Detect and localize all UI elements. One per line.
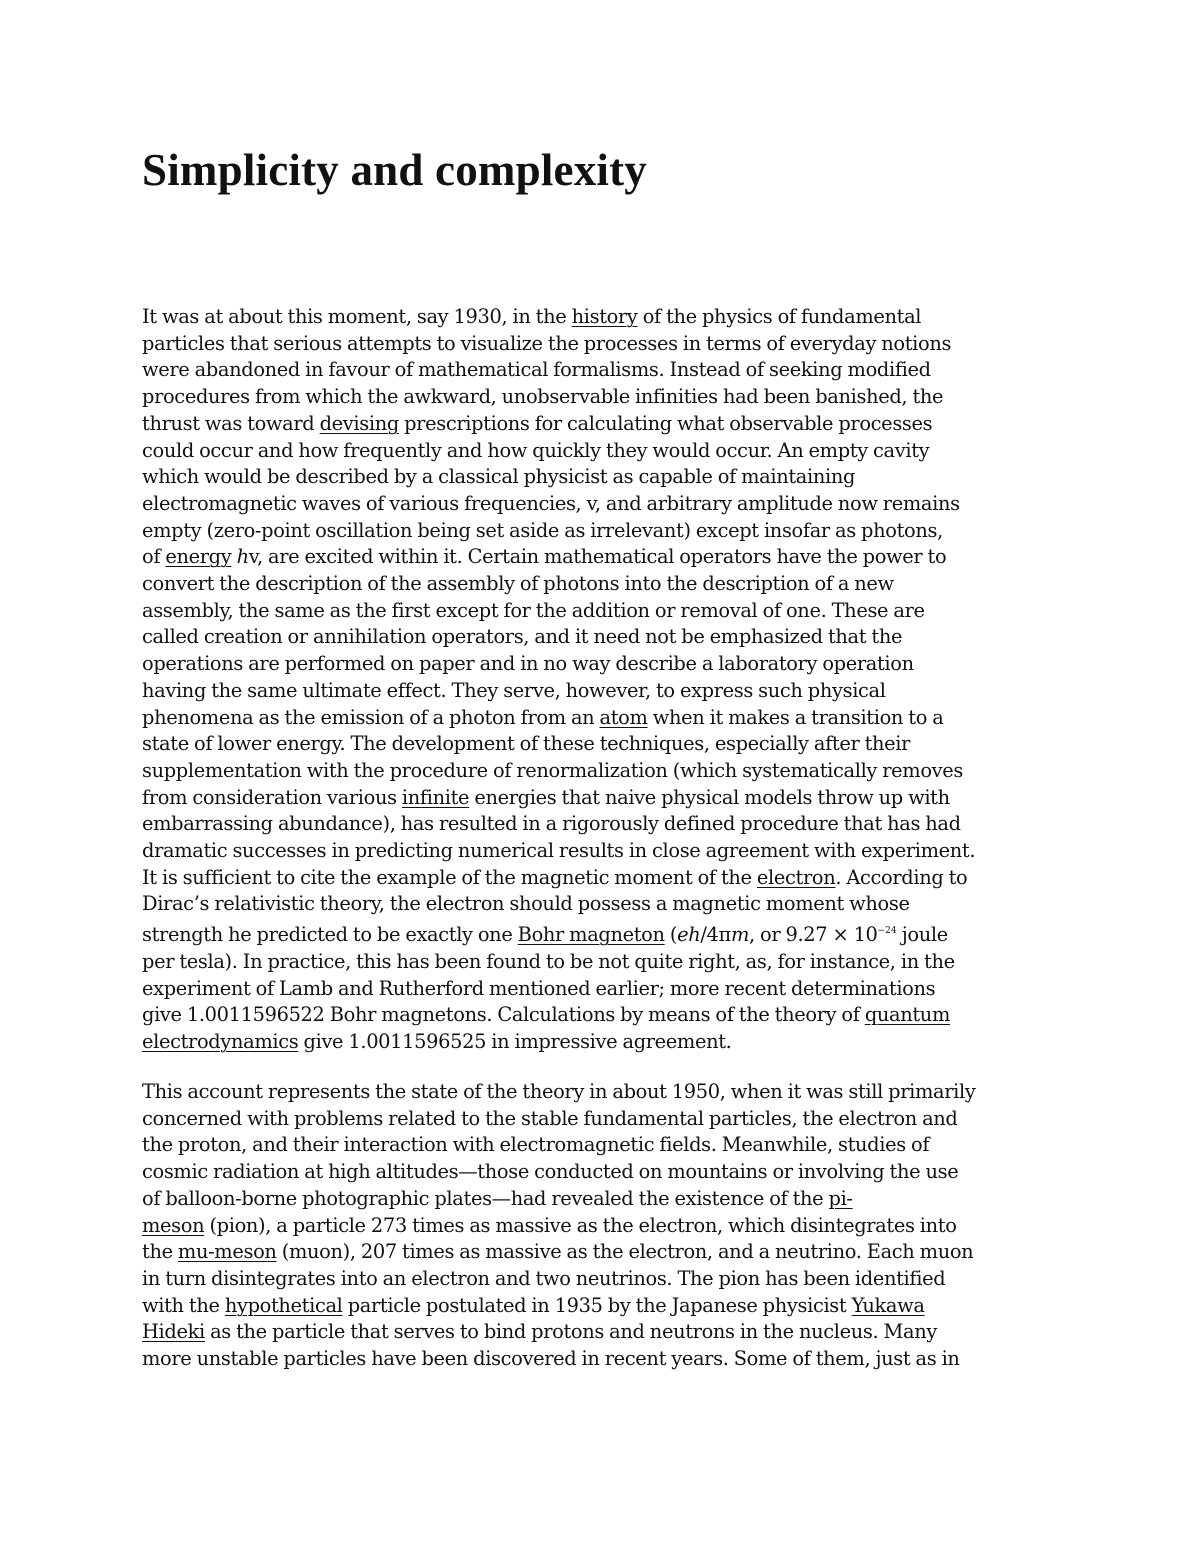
text-run: of <box>142 545 166 569</box>
text-run: joule <box>896 923 948 947</box>
italic-symbol: h <box>236 545 249 569</box>
text-run: , or 9.27 × 10 <box>748 923 878 947</box>
text-line: dramatic successes in predicting numerical results in close agreement with experiment. <box>142 839 976 863</box>
link-hypothetical[interactable]: hypothetical <box>224 1293 343 1317</box>
text-line: This account represents the state of the theory in about 1950, when it was still primarily <box>142 1080 976 1103</box>
italic-symbol: m <box>730 923 749 947</box>
paragraph-1 <box>142 304 975 1056</box>
text-line <box>142 1293 976 1320</box>
text-line: experiment of Lamb and Rutherford mentioned earlier; more recent determinations <box>142 976 936 1000</box>
text-run: /4π <box>700 923 731 947</box>
text-line <box>142 411 975 438</box>
text-line <box>142 1319 976 1346</box>
link-quantum-electrodynamics[interactable]: quantum <box>864 1003 950 1027</box>
link-electron[interactable]: electron <box>756 865 836 889</box>
link-pi-meson[interactable]: meson <box>142 1213 205 1237</box>
link-atom[interactable]: atom <box>599 705 648 729</box>
text-line: Dirac’s relativistic theory, the electron should possess a magnetic moment whose <box>142 892 910 916</box>
italic-symbol: eh <box>677 923 701 947</box>
text-run: give 1.0011596522 Bohr magnetons. Calculations by means of the theory of <box>142 1003 865 1027</box>
text-run: (pion), a particle 273 times as massive as the electron, which disintegrates into <box>204 1213 957 1237</box>
text-line <box>142 1239 976 1266</box>
text-line <box>142 1213 976 1240</box>
text-line: concerned with problems related to the stable fundamental particles, the electron and <box>142 1106 958 1130</box>
text-line: particles that serious attempts to visualize the processes in terms of everyday notions <box>142 331 952 355</box>
paragraph-2 <box>142 1079 976 1373</box>
text-run: prescriptions for calculating what observable processes <box>398 411 933 435</box>
text-line <box>142 304 975 331</box>
text-line: supplementation with the procedure of renormalization (which systematically removes <box>142 758 963 782</box>
text-run: ( <box>664 923 678 947</box>
text-run: the <box>142 1240 178 1264</box>
text-line: in turn disintegrates into an electron and two neutrinos. The pion has been identified <box>142 1266 946 1290</box>
text-run: thrust was toward <box>142 411 320 435</box>
link-mu-meson[interactable]: mu-meson <box>177 1240 277 1264</box>
text-line <box>142 918 975 949</box>
text-run: as the particle that serves to bind protons and neutrons in the nucleus. Many <box>204 1320 937 1344</box>
link-pi-meson[interactable]: pi- <box>828 1186 853 1210</box>
text-run: It is sufficient to cite the example of the magnetic moment of the <box>142 865 757 889</box>
text-line: assembly, the same as the first except for the addition or removal of one. These are <box>142 598 925 622</box>
text-line: state of lower energy. The development of these techniques, especially after their <box>142 732 911 756</box>
link-devising[interactable]: devising <box>319 411 399 435</box>
text-line <box>142 1002 975 1029</box>
page-title: Simplicity and complexity <box>142 145 648 195</box>
text-line: more unstable particles have been discovered in recent years. Some of them, just as in <box>142 1347 960 1371</box>
text-line: the proton, and their interaction with electromagnetic fields. Meanwhile, studies of <box>142 1133 930 1157</box>
link-yukawa-hideki[interactable]: Hideki <box>142 1320 205 1344</box>
text-line <box>142 705 975 732</box>
text-run: give 1.0011596525 in impressive agreement. <box>298 1029 732 1053</box>
text-line: cosmic radiation at high altitudes—those conducted on mountains or involving the use <box>142 1160 959 1184</box>
text-line: procedures from which the awkward, unobservable infinities had been banished, the <box>142 385 944 409</box>
text-run: particle postulated in 1935 by the Japanese physicist <box>342 1293 852 1317</box>
text-line: called creation or annihilation operators, and it need not be emphasized that the <box>142 625 903 649</box>
link-quantum-electrodynamics[interactable]: electrodynamics <box>142 1029 299 1053</box>
superscript-exponent: −24 <box>877 926 897 937</box>
text-line: per tesla). In practice, this has been found to be not quite right, as, for instance, in the <box>142 949 955 973</box>
link-yukawa-hideki[interactable]: Yukawa <box>851 1293 925 1317</box>
text-run: strength he predicted to be exactly one <box>142 923 518 947</box>
text-line: having the same ultimate effect. They serve, however, to express such physical <box>142 678 886 702</box>
text-run: energies that naive physical models throw up with <box>469 785 950 809</box>
text-line <box>142 865 975 892</box>
text-line: convert the description of the assembly of photons into the description of a new <box>142 572 894 596</box>
text-line <box>142 785 975 812</box>
text-run: phenomena as the emission of a photon from an <box>142 705 600 729</box>
link-bohr-magneton[interactable]: Bohr magneton <box>517 923 665 947</box>
text-line: operations are performed on paper and in no way describe a laboratory operation <box>142 652 914 676</box>
text-line: electromagnetic waves of various frequencies, v, and arbitrary amplitude now remains <box>142 491 960 515</box>
text-line: which would be described by a classical physicist as capable of maintaining <box>142 465 856 489</box>
text-line: were abandoned in favour of mathematical formalisms. Instead of seeking modified <box>142 358 931 382</box>
text-run: with the <box>142 1293 225 1317</box>
text-run: It was at about this moment, say 1930, in the <box>142 305 572 328</box>
text-run: from consideration various <box>142 785 402 809</box>
text-run: when it makes a transition to a <box>647 705 944 729</box>
text-run: v, are excited within it. Certain mathematical operators have the power to <box>248 545 947 569</box>
text-run: of balloon-borne photographic plates—had revealed the existence of the <box>142 1186 829 1210</box>
text-run: of the physics of fundamental <box>637 305 922 328</box>
text-run: (muon), 207 times as massive as the electron, and a neutrino. Each muon <box>276 1240 974 1264</box>
text-line: could occur and how frequently and how quickly they would occur. An empty cavity <box>142 438 930 462</box>
text-line <box>142 1186 976 1213</box>
text-line: embarrassing abundance), has resulted in a rigorously defined procedure that has had <box>142 812 961 836</box>
link-infinite[interactable]: infinite <box>401 785 470 809</box>
text-line <box>142 544 975 571</box>
link-energy[interactable]: energy <box>165 545 232 569</box>
text-run: . According to <box>835 865 968 889</box>
text-line <box>142 1029 975 1056</box>
text-line: empty (zero-point oscillation being set aside as irrelevant) except insofar as photons, <box>142 518 943 542</box>
link-history[interactable]: history <box>571 305 638 328</box>
